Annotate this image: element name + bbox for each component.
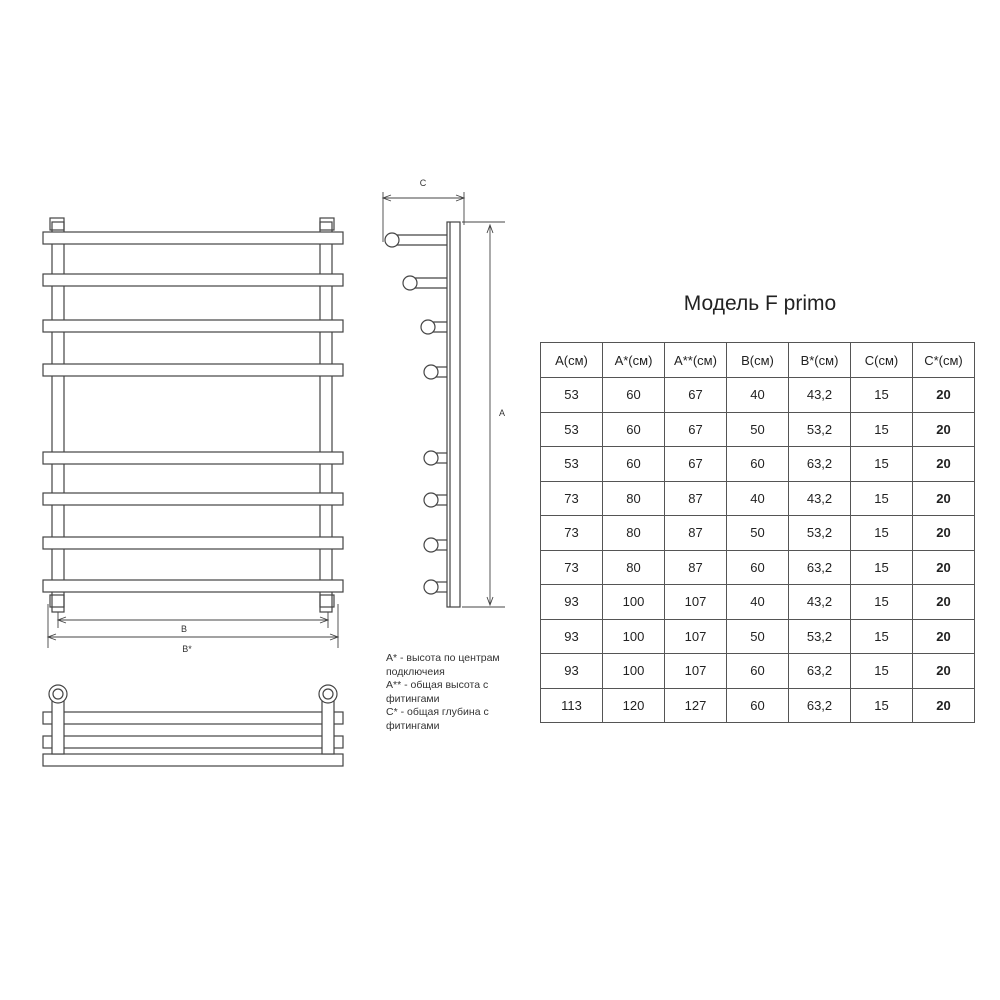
table-row bbox=[541, 619, 975, 654]
side-rail-ends bbox=[385, 233, 447, 594]
table-cell: 60 bbox=[727, 550, 789, 585]
table-row bbox=[541, 516, 975, 551]
table-cell: 63,2 bbox=[789, 654, 851, 689]
table-cell: 50 bbox=[727, 516, 789, 551]
table-cell: 80 bbox=[603, 550, 665, 585]
column-header: A(см) bbox=[541, 343, 603, 378]
table-cell: 127 bbox=[665, 688, 727, 723]
table-row bbox=[541, 550, 975, 585]
table-cell: 20 bbox=[913, 481, 975, 516]
table-cell: 100 bbox=[603, 585, 665, 620]
table-cell: 87 bbox=[665, 481, 727, 516]
table-cell: 50 bbox=[727, 412, 789, 447]
model-title: Модель F primo bbox=[683, 292, 837, 315]
table-cell: 15 bbox=[851, 585, 913, 620]
table-cell: 87 bbox=[665, 516, 727, 551]
table-cell: 67 bbox=[665, 447, 727, 482]
dim-label-b-star: B* bbox=[182, 644, 192, 654]
table-cell: 93 bbox=[541, 585, 603, 620]
rail-bar bbox=[43, 493, 343, 505]
table-cell: 67 bbox=[665, 378, 727, 413]
top-view bbox=[43, 685, 343, 766]
table-cell: 43,2 bbox=[789, 481, 851, 516]
rail-bar bbox=[43, 364, 343, 376]
table-cell: 53 bbox=[541, 447, 603, 482]
table-cell: 20 bbox=[913, 378, 975, 413]
dim-label-c: C bbox=[419, 178, 427, 188]
table-row bbox=[541, 654, 975, 689]
table-cell: 15 bbox=[851, 550, 913, 585]
table-cell: 40 bbox=[727, 585, 789, 620]
table-cell: 60 bbox=[603, 412, 665, 447]
rail-bar bbox=[43, 452, 343, 464]
table-cell: 20 bbox=[913, 688, 975, 723]
table-row bbox=[541, 585, 975, 620]
table-cell: 93 bbox=[541, 619, 603, 654]
table-cell: 87 bbox=[665, 550, 727, 585]
table-cell: 60 bbox=[603, 378, 665, 413]
table-cell: 15 bbox=[851, 688, 913, 723]
table-cell: 40 bbox=[727, 378, 789, 413]
table-cell: 120 bbox=[603, 688, 665, 723]
table-cell: 40 bbox=[727, 481, 789, 516]
table-cell: 63,2 bbox=[789, 550, 851, 585]
table-cell: 15 bbox=[851, 619, 913, 654]
column-header: C(см) bbox=[851, 343, 913, 378]
column-header: B*(см) bbox=[789, 343, 851, 378]
table-cell: 43,2 bbox=[789, 378, 851, 413]
table-cell: 15 bbox=[851, 481, 913, 516]
table-cell: 15 bbox=[851, 378, 913, 413]
note-c-star: C* - общая глубина с фитингами bbox=[386, 706, 489, 732]
table-cell: 20 bbox=[913, 550, 975, 585]
table-cell: 15 bbox=[851, 447, 913, 482]
table-cell: 63,2 bbox=[789, 447, 851, 482]
dim-label-b: B bbox=[180, 624, 188, 634]
table-cell: 100 bbox=[603, 654, 665, 689]
column-header: C*(см) bbox=[913, 343, 975, 378]
table-cell: 20 bbox=[913, 585, 975, 620]
table-cell: 53 bbox=[541, 378, 603, 413]
table-cell: 53,2 bbox=[789, 412, 851, 447]
table-cell: 113 bbox=[541, 688, 603, 723]
table-cell: 80 bbox=[603, 516, 665, 551]
table-row bbox=[541, 412, 975, 447]
notes-legend bbox=[386, 652, 516, 733]
table-row bbox=[541, 481, 975, 516]
rail-bar bbox=[43, 537, 343, 549]
table-cell: 50 bbox=[727, 619, 789, 654]
dim-label-a: A bbox=[498, 408, 506, 418]
table-cell: 60 bbox=[727, 688, 789, 723]
table-cell: 67 bbox=[665, 412, 727, 447]
table-cell: 63,2 bbox=[789, 688, 851, 723]
table-cell: 53 bbox=[541, 412, 603, 447]
table-row bbox=[541, 688, 975, 723]
table-cell: 60 bbox=[727, 447, 789, 482]
dimensions-table bbox=[540, 342, 975, 723]
side-view bbox=[385, 222, 460, 607]
table-cell: 20 bbox=[913, 654, 975, 689]
table-cell: 73 bbox=[541, 516, 603, 551]
table-cell: 73 bbox=[541, 550, 603, 585]
column-header: A*(см) bbox=[603, 343, 665, 378]
table-cell: 20 bbox=[913, 412, 975, 447]
width-dimension bbox=[48, 604, 338, 648]
table-cell: 60 bbox=[727, 654, 789, 689]
table-cell: 93 bbox=[541, 654, 603, 689]
table-cell: 43,2 bbox=[789, 585, 851, 620]
rail-bar bbox=[43, 580, 343, 592]
front-view bbox=[43, 218, 343, 612]
table-cell: 20 bbox=[913, 619, 975, 654]
table-header-row bbox=[541, 343, 975, 378]
table-cell: 20 bbox=[913, 516, 975, 551]
table-cell: 80 bbox=[603, 481, 665, 516]
column-header: A**(см) bbox=[665, 343, 727, 378]
rail-bar bbox=[43, 274, 343, 286]
table-row bbox=[541, 447, 975, 482]
table-cell: 107 bbox=[665, 654, 727, 689]
table-cell: 100 bbox=[603, 619, 665, 654]
table-cell: 107 bbox=[665, 585, 727, 620]
table-cell: 20 bbox=[913, 447, 975, 482]
table-cell: 53,2 bbox=[789, 516, 851, 551]
table-row bbox=[541, 378, 975, 413]
rail-bar bbox=[43, 232, 343, 244]
table-cell: 15 bbox=[851, 654, 913, 689]
table-cell: 15 bbox=[851, 412, 913, 447]
note-a-double-star: A** - общая высота с фитингами bbox=[386, 679, 489, 705]
table-cell: 53,2 bbox=[789, 619, 851, 654]
table-cell: 60 bbox=[603, 447, 665, 482]
table-cell: 73 bbox=[541, 481, 603, 516]
table-cell: 107 bbox=[665, 619, 727, 654]
column-header: B(см) bbox=[727, 343, 789, 378]
rail-bar bbox=[43, 320, 343, 332]
table-cell: 15 bbox=[851, 516, 913, 551]
note-a-star: A* - высота по центрам подключеия bbox=[386, 652, 500, 678]
